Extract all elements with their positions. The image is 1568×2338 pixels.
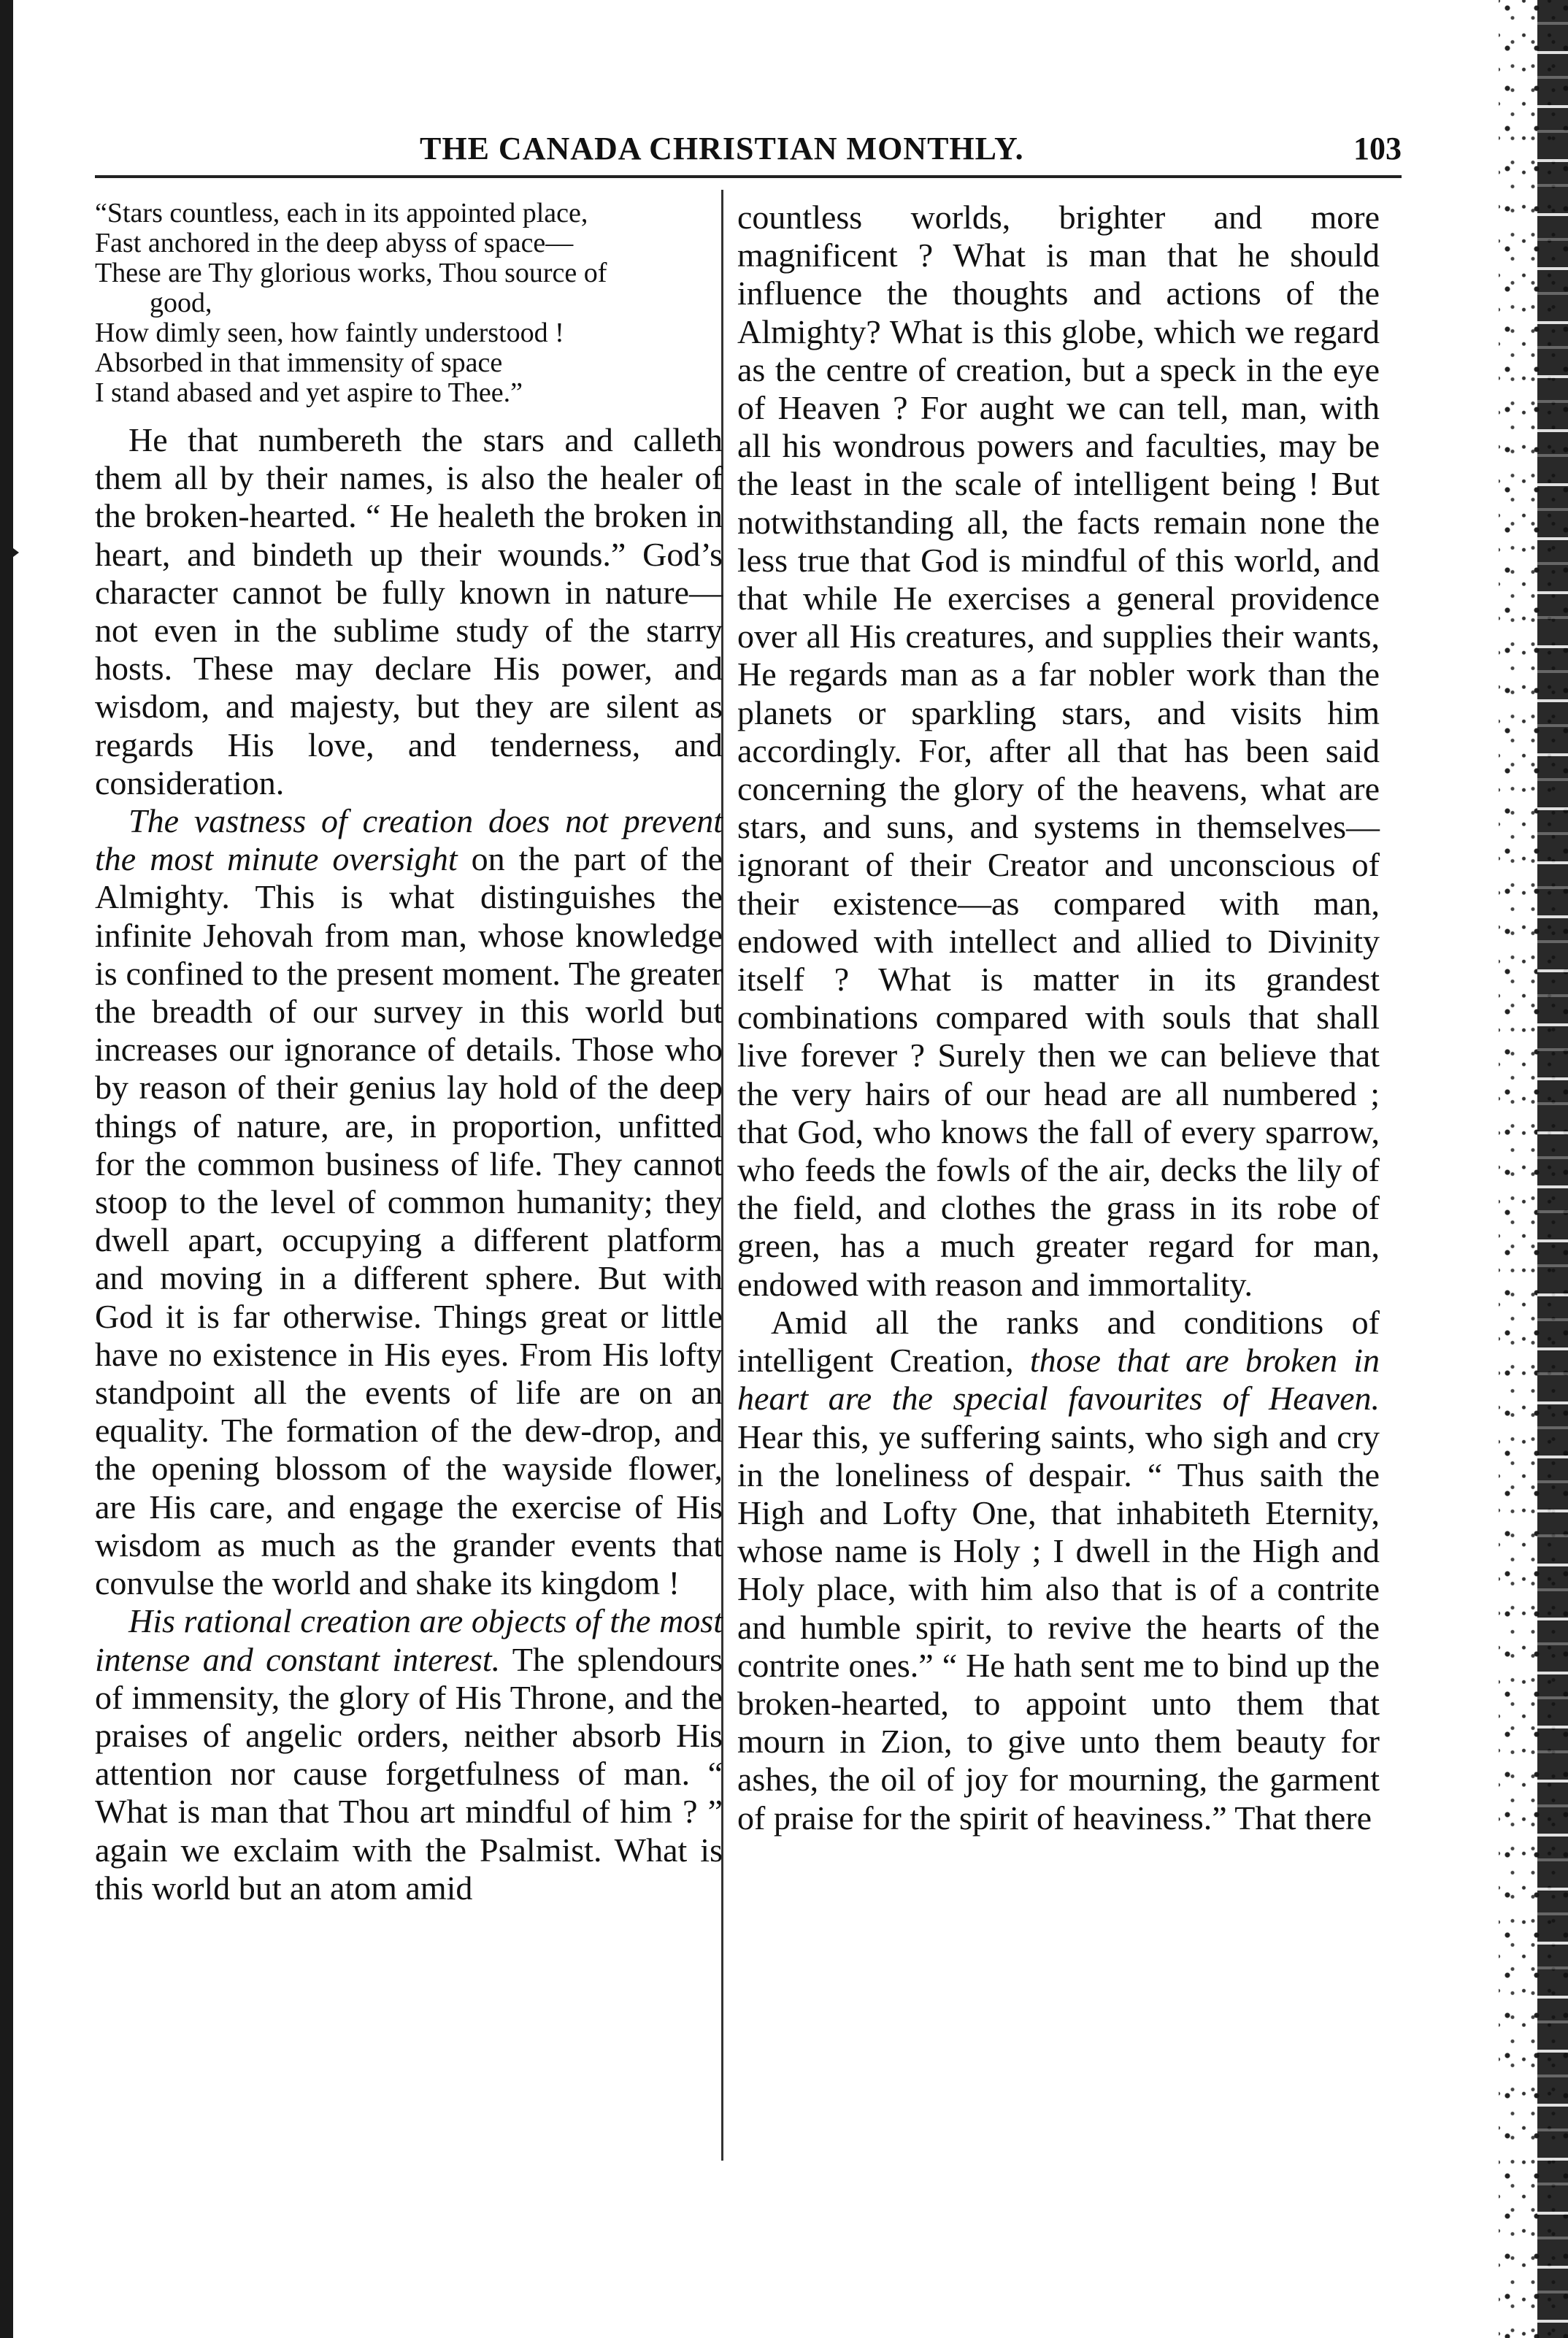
italic-emphasis: The vastness of creation does not prevent the most minute oversight [95, 802, 723, 878]
paragraph: He that numbereth the stars and calleth them all by their names, is also the healer of the broken-hearted. “ He healeth the broken in heart, and bindeth up their wounds.” God’s character cannot be fully known in nature—not even in the sublime study of the starry hosts. These may declare His power, and wisdom, and majesty, but they are silent as regards His love, and tenderness, and consideration. [95, 421, 723, 801]
poem-line: good, [150, 288, 212, 318]
paragraph-text: on the part of the Almighty. This is what distinguishes the infinite Jehovah from man, whose knowledge is confined to the present moment. The greater the breadth of our survey in this world but increases our ignorance of details. Those who by reason of their genius lay hold of the deep things of nature, are, in proportion, unfitted for the common business of life. They cannot stoop to the level of common humanity; they dwell apart, occupying a different platform and moving in a different sphere. But with God it is far otherwise. Things great or little have no existence in His eyes. From His lofty standpoint all the events of life are on an equality. The formation of the dew-drop, and the opening blossom of the wayside flower, are His care, and engage the exercise of His wisdom as much as the grander events that convulse the world and shake its kingdom ! [95, 840, 723, 1602]
page-edge-scan-artifact [1537, 0, 1568, 2338]
poem-quote [95, 199, 723, 408]
page-number: 103 [1353, 131, 1402, 166]
paragraph [95, 802, 723, 1602]
paragraph-text: The splendours of immensity, the glory of His Throne, and the praises of angelic orders, neither absorb His attention nor cause forgetfulness of man. “ What is man that Thou art mindful of him ? ” again we exclaim with the Psalmist. What is this world but an atom amid [95, 1640, 723, 1907]
italic-emphasis: His rational creation are objects of the most intense and constant interest. [95, 1602, 723, 1678]
poem-line: How dimly seen, how faintly understood ! [95, 318, 564, 348]
poem-line: Fast anchored in the deep abyss of space— [95, 228, 574, 258]
right-column [737, 199, 1380, 1837]
paragraph-text: Hear this, ye suffering saints, who sigh and cry in the loneliness of despair. “ Thus saith the High and Lofty One, that inhabiteth Eternity, whose name is Holy ; I dwell in the High and Holy place, with him also that is of a contrite and humble spirit, to revive the hearts of the contrite ones.” “ He hath sent me to bind up the broken-hearted, to appoint unto them that mourn in Zion, to give unto them beauty for ashes, the oil of joy for mourning, the garment of praise for the spirit of heaviness.” That there [737, 1418, 1380, 1837]
page-header [95, 124, 1402, 175]
poem-line: These are Thy glorious works, Thou source of [95, 258, 607, 288]
paragraph-text: Amid all the ranks and conditions of intelligent Creation, [737, 1303, 1380, 1380]
paragraph: countless worlds, brighter and more magnificent ? What is man that he should influence the thoughts and actions of the Almighty? What is this globe, which we regard as the centre of creation, but a speck in the eye of Heaven ? For aught we can tell, man, with all his wondrous powers and faculties, may be the least in the scale of intelligent being ! But notwithstanding all, the facts remain none the less true that God is mindful of this world, and that while He exercises a general providence over all His creatures, and supplies their wants, He regards man as a far nobler work than the planets or sparkling stars, and visits him accordingly. For, after all that has been said concerning the glory of the heavens, what are stars, and suns, and systems in themselves—ignorant of their Creator and unconscious of their existence—as compared with man, endowed with intellect and allied to Divinity itself ? What is matter in its grandest combinations compared with souls that shall live forever ? Surely then we can believe that the very hairs of our head are all numbered ; that God, who knows the fall of every sparrow, who feeds the fowls of the air, decks the lily of the field, and clothes the grass in its robe of green, has a much greater regard for man, endowed with reason and immortality. [737, 199, 1380, 1303]
left-column [95, 199, 723, 1907]
poem-line: “Stars countless, each in its appointed place, [95, 198, 588, 228]
paragraph [95, 1602, 723, 1907]
running-title: THE CANADA CHRISTIAN MONTHLY. [420, 131, 1024, 166]
italic-emphasis: those that are broken in heart are the special favourites of Heaven. [737, 1342, 1380, 1418]
margin-mark [7, 544, 19, 561]
poem-line: Absorbed in that immensity of space [95, 347, 503, 378]
poem-line: I stand abased and yet aspire to Thee.” [95, 377, 523, 408]
header-rule [95, 175, 1402, 178]
binding-edge [0, 0, 13, 2338]
paragraph [737, 1304, 1380, 1837]
